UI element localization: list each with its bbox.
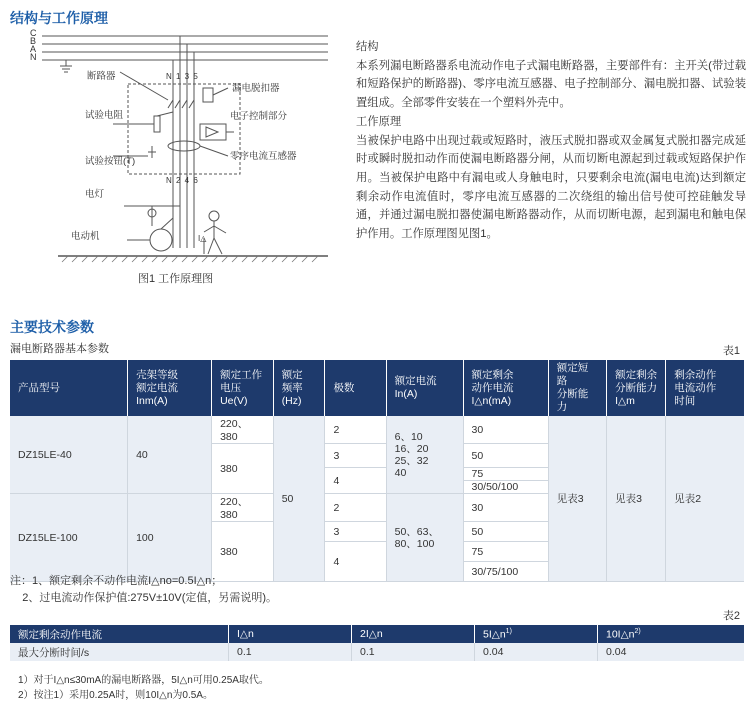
label-test-button: 试验按钮(T) bbox=[85, 156, 136, 167]
col-header: I△n bbox=[229, 625, 352, 643]
cell-model: DZ15LE-40 bbox=[10, 416, 128, 494]
col-header: 额定 频率 (Hz) bbox=[273, 360, 325, 416]
label-zero-seq-ct: 零序电流互感器 bbox=[230, 151, 297, 162]
cell-voltage: 380 bbox=[212, 444, 274, 494]
structure-heading: 结构 bbox=[356, 41, 379, 53]
cell-value: 0.04 bbox=[475, 643, 598, 661]
table-header-row bbox=[10, 625, 744, 643]
section-title-specs: 主要技术参数 bbox=[10, 319, 94, 335]
cell-poles: 3 bbox=[325, 444, 386, 468]
cell-poles: 4 bbox=[325, 468, 386, 494]
label-motor: 电动机 bbox=[71, 231, 100, 242]
note-line: 注：1、额定剩余不动作电流I△no=0.5I△n； bbox=[10, 575, 223, 587]
working-principle-diagram bbox=[28, 28, 358, 290]
structure-text: 本系列漏电断路器系电流动作电子式漏电断路器，主要部件有：主开关(带过载和短路保护的断路器)、零序电流互感器、电子控制部分、漏电脱扣器、试验装置组成。全部零件安装在一个塑料外壳中。 bbox=[356, 59, 746, 110]
principle-text: 当被保护电路中出现过载或短路时，液压式脱扣器或双金属复式脱扣器完成延时或瞬时脱扣动作而使漏电断路器分闸，从而切断电源起到过载或短路保护作用。当被保护电路中有漏电或人身触电时，只要剩余电流(漏电电流)达到额定剩余动作电流值时，零序电流互感器的二次绕组的输出信号使可控硅触发导通，并通过漏电脱扣器使漏电断路器动作，从而切断电源，起到漏电和触电保护作用。工作原理图见图1。 bbox=[356, 134, 746, 241]
col-header: 额定短路 分断能力 bbox=[548, 360, 606, 416]
footnote-marker: 1) bbox=[505, 627, 512, 635]
table-row bbox=[10, 416, 744, 444]
cell-residual-current: 50 bbox=[463, 444, 548, 468]
col-header: 额定剩余 分断能力 I△m bbox=[607, 360, 666, 416]
col-header: 额定电流 In(A) bbox=[386, 360, 463, 416]
row-label: 最大分断时间/s bbox=[10, 643, 229, 661]
col-header: 额定工作 电压 Ue(V) bbox=[212, 360, 274, 416]
description-block bbox=[356, 38, 746, 244]
cell-frequency: 50 bbox=[273, 416, 325, 582]
col-header: 额定剩余动作电流 bbox=[10, 625, 229, 643]
col-header: 壳架等级 额定电流 Inm(A) bbox=[128, 360, 212, 416]
col-header bbox=[598, 625, 745, 643]
footnote-1: 1）对于I△n≤30mA的漏电断路器，5I△n可用0.25A取代。 bbox=[18, 675, 269, 686]
label-breaker: 断路器 bbox=[87, 71, 116, 82]
cell-residual-breaking: 见表3 bbox=[607, 416, 666, 582]
basic-params-table bbox=[10, 360, 744, 582]
label-leak-current: I△ bbox=[198, 234, 207, 243]
figure-caption: 图1 工作原理图 bbox=[138, 273, 214, 285]
col-header: 额定剩余 动作电流 I△n(mA) bbox=[463, 360, 548, 416]
table1-subtitle: 漏电断路器基本参数 bbox=[10, 343, 109, 355]
note-line: 2、过电流动作保护值:275V±10V(定值，另需说明)。 bbox=[10, 592, 278, 604]
label-lamp: 电灯 bbox=[85, 189, 105, 200]
col-header-text: 10I△n bbox=[606, 628, 635, 641]
cell-model: DZ15LE-100 bbox=[10, 494, 128, 582]
col-header: 产品型号 bbox=[10, 360, 128, 416]
cell-residual-current: 75 bbox=[463, 468, 548, 481]
table-row bbox=[10, 643, 744, 661]
cell-frame-current: 100 bbox=[128, 494, 212, 582]
label-test-resistor: 试验电阻 bbox=[85, 110, 124, 121]
col-header: 2I△n bbox=[352, 625, 475, 643]
cell-poles: 3 bbox=[325, 522, 386, 542]
label-bottom-terminals: N 2 4 6 bbox=[166, 176, 199, 185]
circuit-diagram bbox=[28, 28, 358, 290]
footnote-marker: 2) bbox=[634, 627, 641, 635]
cell-sc-breaking: 见表3 bbox=[548, 416, 606, 582]
cell-poles: 4 bbox=[325, 542, 386, 582]
cell-rated-current: 50、63、 80、100 bbox=[386, 494, 463, 582]
cell-residual-current: 30 bbox=[463, 416, 548, 444]
breaking-time-table bbox=[10, 625, 744, 661]
col-header: 剩余动作 电流动作 时间 bbox=[666, 360, 744, 416]
cell-operating-time: 见表2 bbox=[666, 416, 744, 582]
cell-value: 0.1 bbox=[229, 643, 352, 661]
section-title-structure: 结构与工作原理 bbox=[10, 10, 108, 26]
label-trip-unit: 漏电脱扣器 bbox=[232, 83, 280, 94]
col-header-text: 5I△n bbox=[483, 628, 506, 641]
bus-label-n: N bbox=[30, 52, 37, 62]
col-header: 极数 bbox=[325, 360, 386, 416]
label-top-terminals: N 1 3 5 bbox=[166, 72, 199, 81]
cell-residual-current: 30/50/100 bbox=[463, 481, 548, 494]
table1-notes bbox=[10, 573, 277, 607]
bus-label-a: A bbox=[30, 44, 37, 54]
bus-label-c: C bbox=[30, 28, 37, 38]
col-header bbox=[475, 625, 598, 643]
label-electronic-control: 电子控制部分 bbox=[230, 111, 288, 122]
cell-frame-current: 40 bbox=[128, 416, 212, 494]
cell-poles: 2 bbox=[325, 494, 386, 522]
footnote-2: 2）按注1）采用0.25A时，则10I△n为0.5A。 bbox=[18, 690, 213, 701]
principle-heading: 工作原理 bbox=[356, 115, 402, 128]
table2-number: 表2 bbox=[722, 610, 740, 622]
cell-residual-current: 30 bbox=[463, 494, 548, 522]
cell-value: 0.04 bbox=[598, 643, 745, 661]
cell-voltage: 380 bbox=[212, 522, 274, 582]
bus-label-b: B bbox=[30, 36, 37, 46]
cell-voltage: 220、380 bbox=[212, 416, 274, 444]
cell-poles: 2 bbox=[325, 416, 386, 444]
cell-residual-current: 75 bbox=[463, 542, 548, 562]
cell-value: 0.1 bbox=[352, 643, 475, 661]
cell-residual-current: 30/75/100 bbox=[463, 562, 548, 582]
cell-rated-current: 6、10 16、20 25、32 40 bbox=[386, 416, 463, 494]
cell-residual-current: 50 bbox=[463, 522, 548, 542]
table-header-row bbox=[10, 360, 744, 416]
table1-number: 表1 bbox=[722, 345, 740, 357]
cell-voltage: 220、380 bbox=[212, 494, 274, 522]
